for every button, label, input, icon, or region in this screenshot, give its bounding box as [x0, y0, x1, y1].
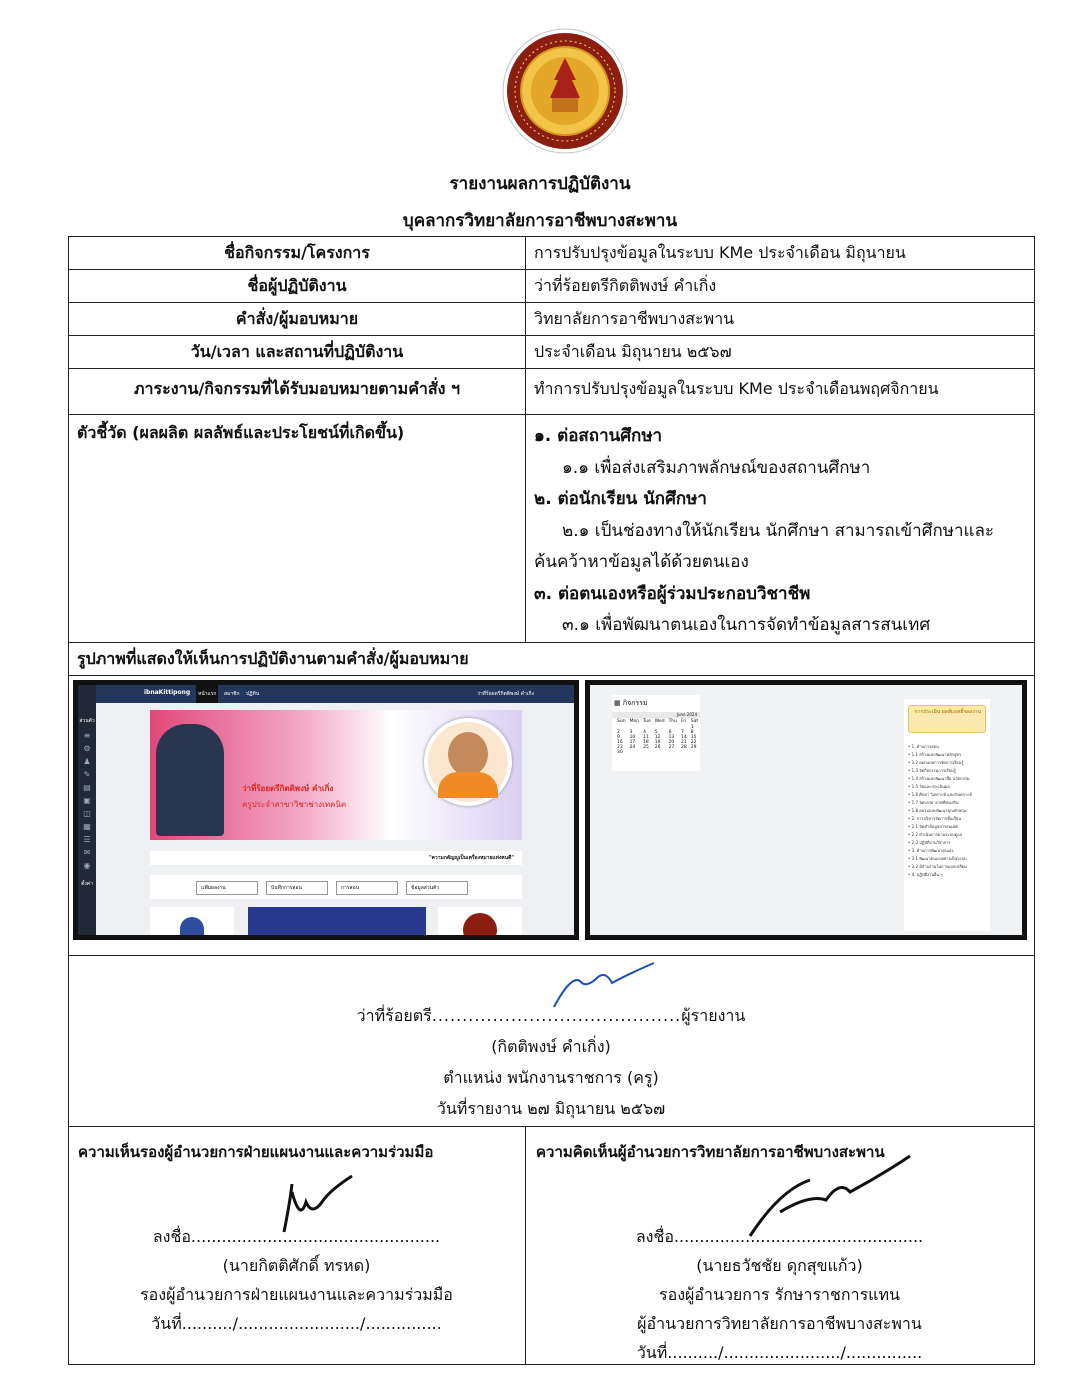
kpi-item[interactable]: • 1.5 วัดและประเมินผล	[908, 784, 950, 789]
calendar-day[interactable]: 19	[654, 740, 661, 745]
report-date: วันที่รายงาน ๒๗ มิถุนายน ๒๕๖๗	[436, 1099, 666, 1118]
calendar-day	[653, 750, 667, 755]
calendar-title: ▦ กิจกรรม	[614, 699, 648, 707]
right-opinion-block	[525, 1222, 1034, 1367]
nav-home[interactable]: หน้าแรก	[198, 691, 217, 697]
calendar-day[interactable]: 14	[681, 735, 687, 740]
calendar-day[interactable]: 4	[643, 730, 646, 735]
calendar-day[interactable]: 8	[690, 730, 694, 735]
college-seal	[502, 28, 628, 154]
calendar-day[interactable]: 30	[617, 750, 623, 755]
left-opinion-block	[68, 1222, 525, 1338]
sidebar-section: ตั้งค่า	[81, 881, 93, 887]
kpi-item[interactable]: • 2.2 ดำเนินการตามระบบดูแล	[908, 832, 963, 837]
banner-name: ว่าที่ร้อยตรีกิตติพงษ์ คำเกิ่ง	[242, 784, 334, 793]
calendar-day[interactable]: 1	[690, 725, 694, 730]
reporter-sign-line	[68, 1000, 1034, 1031]
nav-calendar[interactable]: ปฏิทิน	[246, 691, 260, 697]
calendar-day[interactable]: 2	[617, 730, 620, 735]
calendar-day[interactable]: 3	[629, 730, 633, 735]
kpi-item[interactable]: • 1.3 จัดกิจกรรมการเรียนรู้	[908, 768, 956, 773]
brand-link[interactable]: ibnaKittipong	[144, 689, 191, 696]
calendar-day[interactable]: 11	[643, 735, 649, 740]
nav-user[interactable]: ว่าที่ร้อยตรีกิตติพงษ์ คำเกิ่ง	[477, 691, 534, 697]
evaluation-badge[interactable]: การประเมิน ผลสัมฤทธิ์ของงาน	[908, 705, 986, 733]
indicator-item: ๒.๑ เป็นช่องทางให้นักเรียน นักศึกษา สามารถเข้าศึกษาและ	[562, 520, 995, 541]
banner-role: ครูประจำสาขาวิชาช่างเทคนิค	[242, 800, 347, 809]
indicator-heading: ๑. ต่อสถานศึกษา	[534, 426, 663, 446]
calendar-day[interactable]: 12	[654, 735, 661, 740]
right-position-1: รองผู้อำนวยการ รักษาราชการแทน	[659, 1285, 900, 1304]
calendar-day	[679, 750, 689, 755]
photos-label: รูปภาพที่แสดงให้เห็นการปฏิบัติงานตามคำสั่ง/ผู้มอบหมาย	[69, 642, 1035, 675]
tab-teaching-log[interactable]: บันทึกการสอน	[266, 881, 328, 895]
kpi-item[interactable]: • 1. ด้านการสอน	[908, 744, 939, 749]
calendar-day[interactable]: 6	[668, 730, 672, 735]
kpi-item[interactable]: • 2. การบริหารจัดการชั้นเรียน	[908, 816, 962, 821]
right-name: (นายธวัชชัย ดุกสุขแก้ว)	[696, 1256, 863, 1275]
calendar-day[interactable]: 7	[681, 730, 684, 735]
calendar-day	[628, 750, 642, 755]
weekday-header: Sun	[617, 719, 626, 724]
calendar-day[interactable]: 24	[629, 745, 636, 750]
kpi-item[interactable]: • 1.8 อบรมและพัฒนาคุณลักษณะ	[908, 808, 968, 813]
calendar-day	[667, 750, 679, 755]
weekday-header: Sat	[690, 719, 699, 724]
kpi-item[interactable]: • 1.6 ศึกษา วิเคราะห์ และสังเคราะห์	[908, 792, 972, 797]
quote-text: "ความกตัญญูเป็นเครื่องหมายแห่งคนดี"	[428, 855, 514, 861]
kpi-item[interactable]: • 3.1 พัฒนาตนเองอย่างเป็นระบบ	[908, 856, 967, 861]
left-position: รองผู้อำนวยการฝ่ายแผนงานและความร่วมมือ	[140, 1285, 453, 1304]
kpi-item[interactable]: • 2.3 ปฏิบัติงานวิชาการ	[908, 840, 951, 845]
task-value: ทำการปรับปรุงข้อมูลในระบบ KMe ประจำเดือนพฤศจิกายน	[526, 369, 1035, 415]
indicator-heading: ๒. ต่อนักเรียน นักศึกษา	[534, 489, 707, 509]
calendar-month: June 2024	[612, 712, 700, 718]
kpi-item[interactable]: • 1.7 จัดบรรยากาศที่ส่งเสริม	[908, 800, 959, 805]
activity-label: ชื่อกิจกรรม/โครงการ	[69, 237, 526, 270]
kpi-item[interactable]: • 3. ด้านการพัฒนาตนเอง	[908, 848, 954, 853]
calendar-day[interactable]: 23	[617, 745, 623, 750]
right-sign-line: ลงชื่อ.................................................	[635, 1227, 924, 1246]
calendar-day	[689, 750, 700, 755]
indicator-item: ๑.๑ เพื่อส่งเสริมภาพลักษณ์ของสถานศึกษา	[562, 457, 871, 478]
calendar-day[interactable]: 5	[654, 730, 658, 735]
calendar-day[interactable]: 18	[643, 740, 649, 745]
kme-screenshot	[585, 680, 1027, 940]
calendar-day[interactable]: 15	[690, 735, 697, 740]
calendar-day	[641, 750, 653, 755]
calendar-day[interactable]: 22	[690, 740, 697, 745]
calendar-day[interactable]: 16	[617, 740, 623, 745]
kpi-item[interactable]: • 3.2 มีส่วนร่วมในการแลกเปลี่ยน	[908, 864, 967, 869]
profile-banner	[150, 710, 522, 840]
tab-profile[interactable]: ข้อมูลส่วนตัว	[406, 881, 468, 895]
sidebar-section: ส่วนตัว	[79, 718, 95, 724]
weekday-header: Mon	[629, 719, 640, 724]
activity-value: การปรับปรุงข้อมูลในระบบ KMe ประจำเดือน มิถุนายน	[526, 237, 1035, 270]
reporter-dots: .........................................	[431, 1006, 682, 1025]
calendar-day[interactable]: 21	[681, 740, 687, 745]
left-opinion-heading: ความเห็นรองผู้อำนวยการฝ่ายแผนงานและความร่วมมือ	[78, 1143, 434, 1161]
top-nav	[96, 685, 574, 703]
kpi-item[interactable]: • 1.2 ออกแบบการจัดการเรียนรู้	[908, 760, 964, 765]
left-name: (นายกิตติศักดิ์ ทรหด)	[222, 1256, 371, 1275]
calendar-day[interactable]: 26	[654, 745, 661, 750]
task-label: ภาระงาน/กิจกรรมที่ได้รับมอบหมายตามคำสั่ง ฯ	[69, 369, 526, 415]
assigner-label: คำสั่ง/ผู้มอบหมาย	[69, 303, 526, 336]
right-opinion-heading: ความคิดเห็นผู้อำนวยการวิทยาลัยการอาชีพบางสะพาน	[536, 1143, 885, 1161]
card-seal	[438, 907, 522, 935]
reporter-rank: ว่าที่ร้อยตรี	[356, 1006, 432, 1025]
indicator-item-cont: ค้นคว้าหาข้อมูลได้ด้วยตนเอง	[534, 552, 749, 572]
assigner-value: วิทยาลัยการอาชีพบางสะพาน	[526, 303, 1035, 336]
calendar-day[interactable]: 29	[690, 745, 697, 750]
reporter-role: ผู้รายงาน	[681, 1006, 746, 1025]
calendar-day[interactable]: 9	[617, 735, 620, 740]
calendar-day[interactable]: 10	[629, 735, 636, 740]
avatar	[424, 718, 512, 806]
operator-label: ชื่อผู้ปฏิบัติงาน	[69, 270, 526, 303]
nav-members[interactable]: สมาชิก	[224, 691, 240, 697]
left-sign-line: ลงชื่อ.................................................	[152, 1227, 441, 1246]
weekday-header: Thu	[668, 719, 678, 724]
datetime-value: ประจำเดือน มิถุนายน ๒๕๖๗	[526, 336, 1035, 369]
tab-portfolio[interactable]: แฟ้มผลงาน	[196, 881, 258, 895]
kpi-list	[904, 739, 990, 883]
website-screenshot	[73, 680, 579, 940]
indicator-item: ๓.๑ เพื่อพัฒนาตนเองในการจัดทำข้อมูลสารสนเทศ	[562, 615, 931, 635]
person-photo	[156, 724, 224, 836]
calendar-widget	[612, 695, 700, 771]
datetime-label: วัน/เวลา และสถานที่ปฏิบัติงาน	[69, 336, 526, 369]
admin-sidebar	[78, 685, 96, 935]
indicator-label: ตัวชี้วัด (ผลผลิต ผลลัพธ์และประโยชน์ที่เกิดขึ้น)	[69, 415, 526, 643]
left-date: วันที่........../......................../...............	[151, 1314, 442, 1333]
calendar-grid	[615, 718, 700, 755]
indicator-list	[526, 415, 1035, 643]
kpi-item[interactable]: • 2.1 จัดทำข้อมูลสารสนเทศ	[908, 824, 958, 829]
weekday-header: Wed	[654, 719, 665, 724]
calendar-day[interactable]: 13	[668, 735, 675, 740]
report-title: รายงานผลการปฏิบัติงาน	[449, 174, 631, 194]
tab-teaching[interactable]: การสอน	[336, 881, 398, 895]
calendar-day[interactable]: 20	[668, 740, 675, 745]
calendar-day[interactable]: 27	[668, 745, 675, 750]
kpi-item[interactable]: • 4. ปฏิบัติงานอื่น ๆ	[908, 872, 943, 877]
report-subtitle: บุคลากรวิทยาลัยการอาชีพบางสะพาน	[402, 211, 678, 231]
weekday-header: Tue	[643, 719, 651, 724]
right-position-2: ผู้อำนวยการวิทยาลัยการอาชีพบางสะพาน	[637, 1314, 922, 1333]
weekday-header: Fri	[681, 719, 687, 724]
reporter-position: ตำแหน่ง พนักงานราชการ (ครู)	[443, 1068, 659, 1087]
tab-row	[150, 875, 522, 899]
operator-value: ว่าที่ร้อยตรีกิตติพงษ์ คำเกิ่ง	[526, 270, 1035, 303]
reporter-name: (กิตติพงษ์ คำเกิ่ง)	[491, 1037, 611, 1056]
sidebar-icons: ≡ ⚙ ♟ ✎ ▤ ▣ ◫ ▦ ☰ ✉ ◉	[83, 731, 91, 870]
calendar-day[interactable]: 28	[681, 745, 687, 750]
reporter-block	[68, 1000, 1034, 1124]
kpi-panel	[904, 699, 990, 931]
card-photo	[150, 907, 234, 935]
calendar-day[interactable]: 25	[643, 745, 649, 750]
calendar-day[interactable]: 17	[629, 740, 636, 745]
kpi-item[interactable]: • 1.1 สร้างและพัฒนาหลักสูตร	[908, 752, 962, 757]
card-blue	[248, 907, 426, 935]
kpi-item[interactable]: • 1.4 สร้างและพัฒนาสื่อ นวัตกรรม	[908, 776, 970, 781]
quote-bar	[150, 851, 522, 865]
indicator-heading: ๓. ต่อตนเองหรือผู้ร่วมประกอบวิชาชีพ	[534, 583, 811, 604]
right-date: วันที่........../......................./...............	[636, 1343, 923, 1362]
